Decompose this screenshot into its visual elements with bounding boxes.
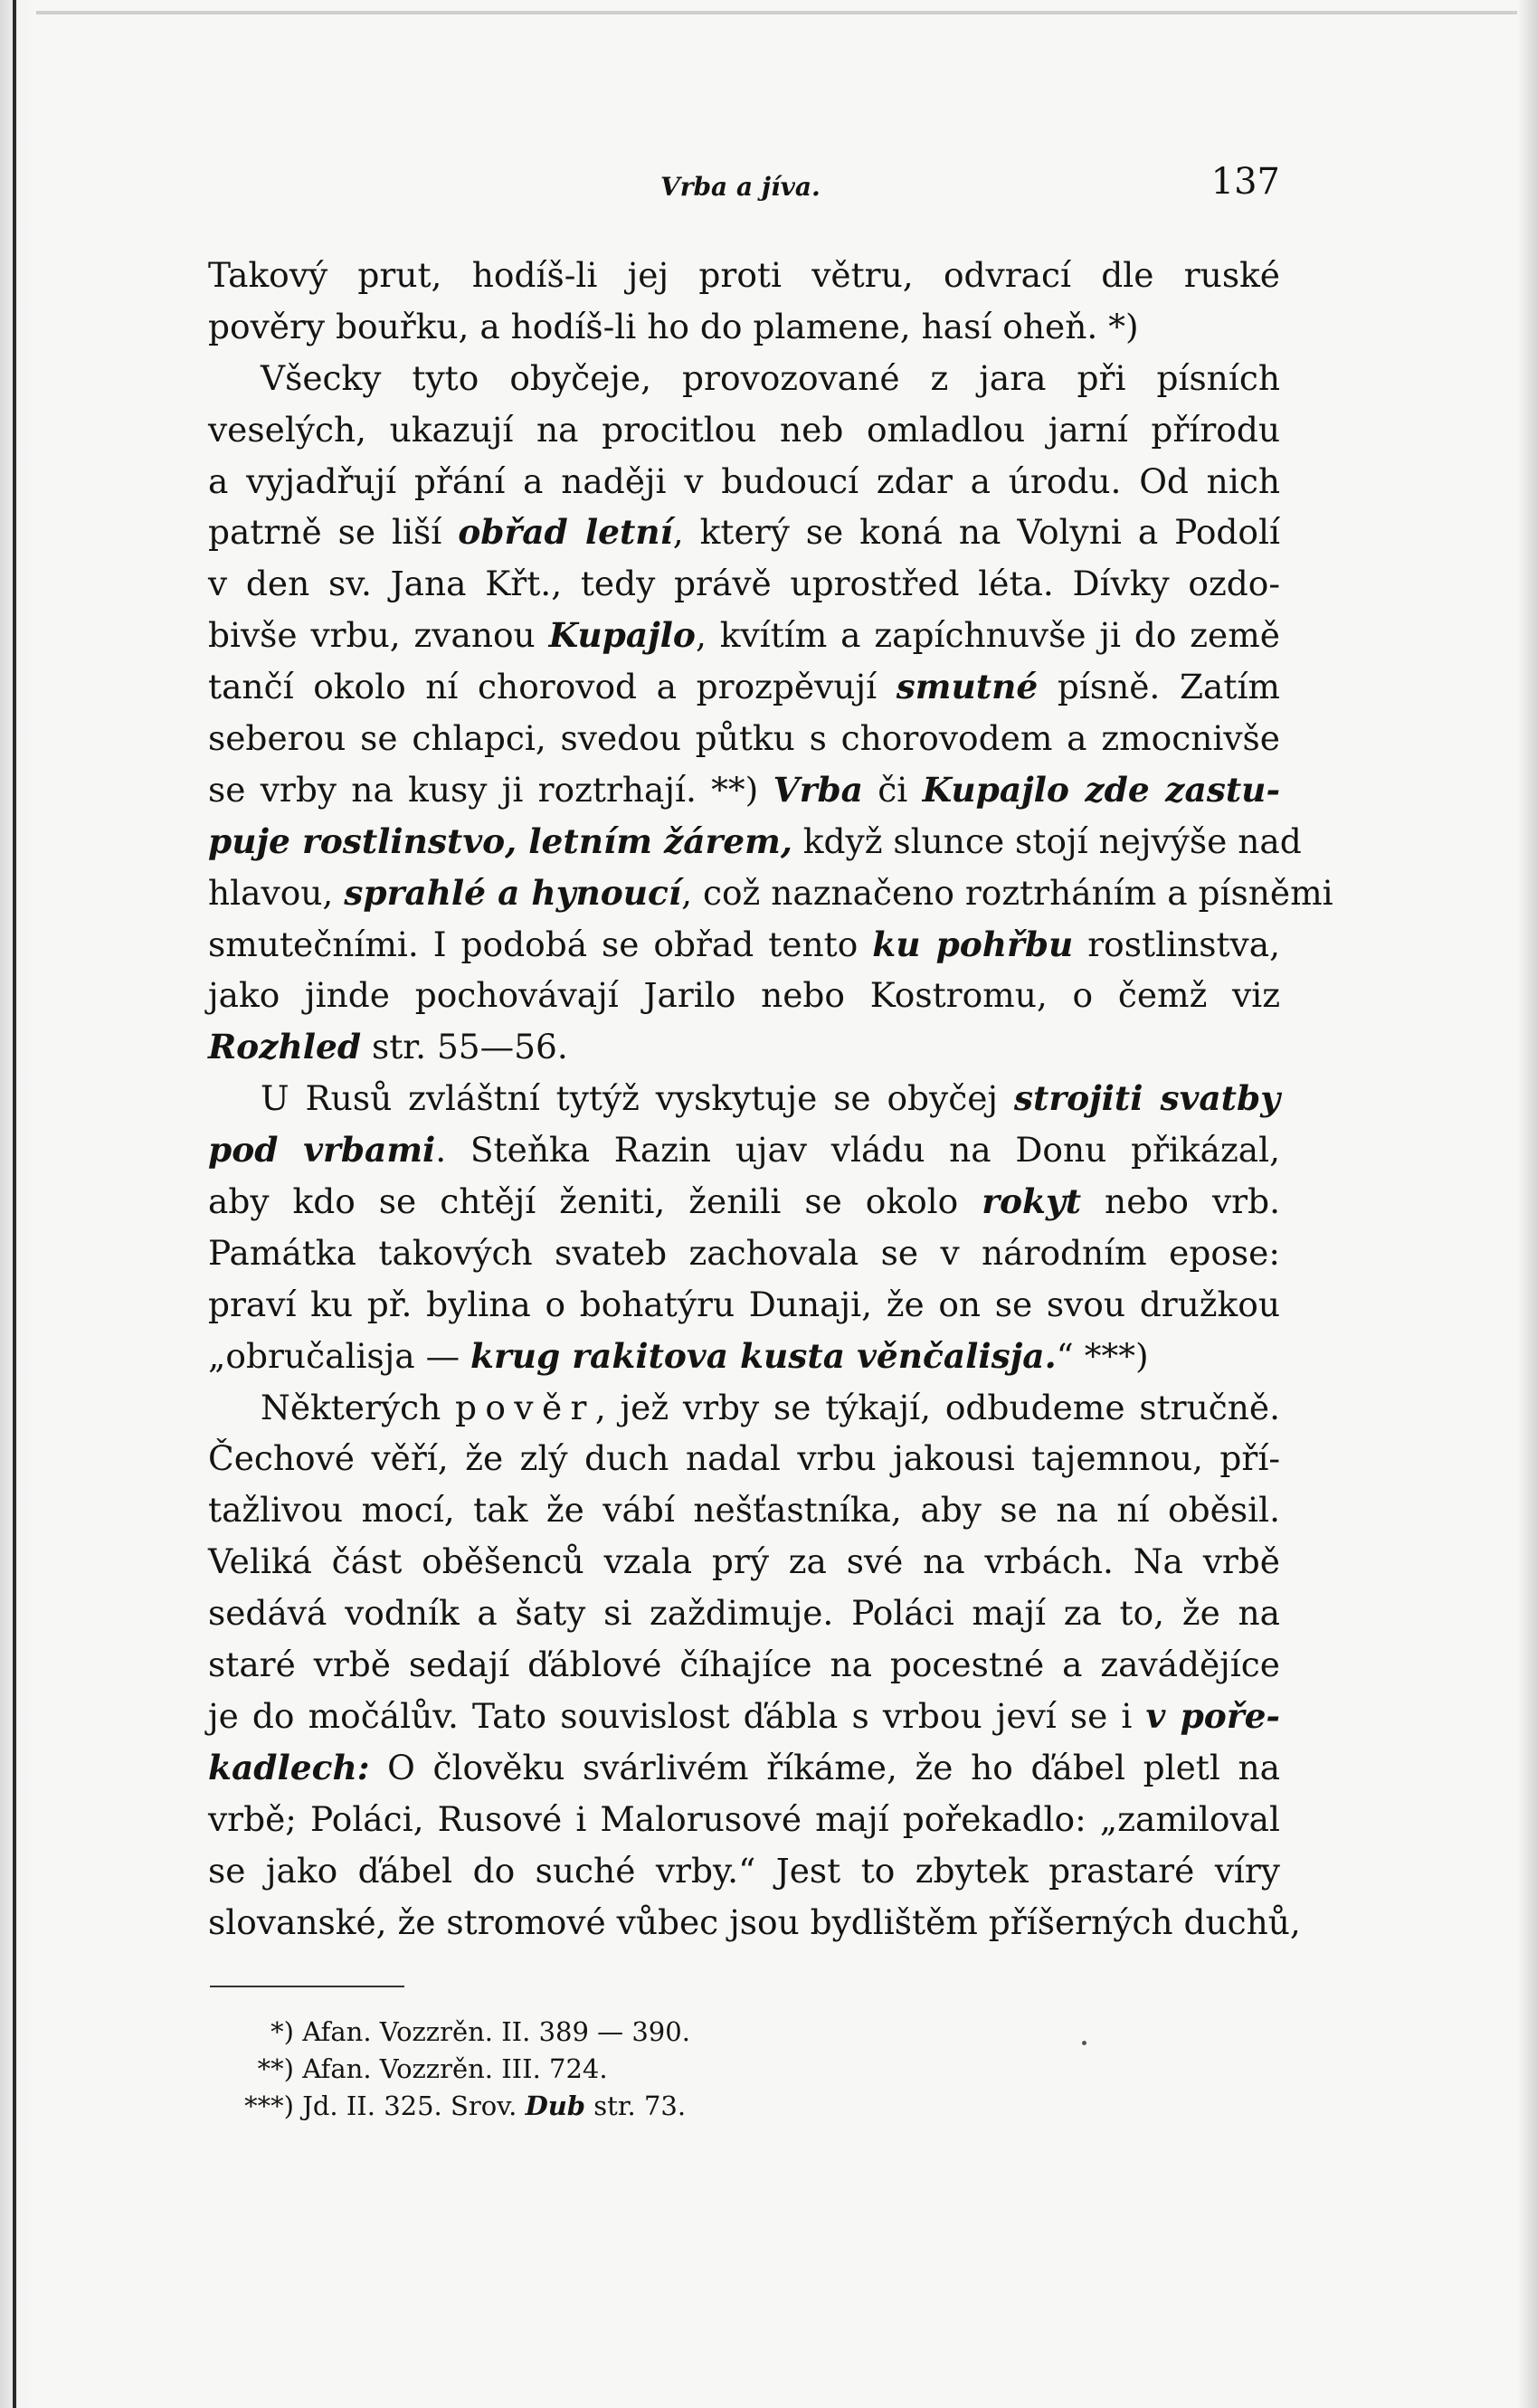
text-line: Rozhled str. 55—56.: [208, 1027, 568, 1067]
emphasis: Kupajlo zde zastu-: [922, 769, 1281, 810]
footnote-mark: **): [257, 2053, 294, 2084]
emphasis: kadlech:: [208, 1747, 370, 1787]
text-line: „obručalisja — krug rakitova kusta věnčalisja.“ ***): [208, 1335, 1149, 1376]
emphasis: sprahlé a hynoucí: [344, 872, 682, 913]
text-line: bivše vrbu, zvanou Kupajlo, kvítím a zapíchnuvše ji do země: [208, 615, 1280, 656]
running-title: Vrba a jíva.: [660, 172, 821, 202]
scan-edge-left: [0, 0, 36, 2408]
text-line: U Rusů zvláštní tytýž vyskytuje se obyčej strojiti svatby: [261, 1078, 1281, 1119]
footnote-rule: [210, 1986, 404, 1987]
emphasis: Dub: [525, 2090, 586, 2121]
body-text: [208, 250, 1333, 1948]
emphasis: obřad letní: [458, 512, 673, 553]
text-line: puje rostlinstvo, letním žárem, když slunce stojí nejvýše nad: [208, 820, 1302, 861]
text-line: Veliká část oběšenců vzala prý za své na vrbách. Na vrbě: [208, 1541, 1280, 1582]
text-line: pod vrbami. Steňka Razin ujav vládu na Donu přikázal,: [208, 1130, 1280, 1171]
footnote-mark: ***): [244, 2090, 294, 2121]
text-line: staré vrbě sedají ďáblové číhajíce na pocestné a zavádějíce: [208, 1645, 1280, 1685]
scan-binding-line: [13, 0, 16, 2408]
print-speck: [1082, 2041, 1086, 2045]
text-line: smutečními. I podobá se obřad tento ku pohřbu rostlinstva,: [208, 924, 1280, 964]
text-line: slovanské, že stromové vůbec jsou bydlištěm příšerných duchů,: [208, 1901, 1301, 1942]
text-line: aby kdo se chtějí ženiti, ženili se okolo rokyt nebo vrb.: [208, 1181, 1280, 1222]
footnote-text: Afan. Vozzrěn. II. 389 — 390.: [302, 2016, 690, 2047]
text-line: Všecky tyto obyčeje, provozované z jara při písních: [261, 357, 1280, 398]
emphasis: ku pohřbu: [872, 924, 1074, 964]
text-line: Některých pověr, jež vrby se týkají, odbudeme stručně.: [261, 1387, 1280, 1427]
text-line: jako jinde pochovávají Jarilo nebo Kostromu, o čemž viz: [208, 975, 1280, 1016]
page-number: 137: [1210, 161, 1280, 203]
footnote: [208, 2051, 932, 2088]
emphasis: rokyt: [982, 1181, 1082, 1222]
running-head: [208, 161, 1280, 215]
scan-top-edge: [36, 11, 1520, 14]
emphasis: smutné: [896, 667, 1039, 707]
emphasis: puje rostlinstvo, letním žárem,: [208, 820, 792, 861]
text-line: patrně se liší obřad letní, který se koná na Volyni a Podolí: [208, 512, 1280, 553]
text-line: tažlivou mocí, tak že vábí nešťastníka, aby se na ní oběsil.: [208, 1490, 1280, 1531]
text-line: sedává vodník a šaty si zaždimuje. Poláci mají za to, že na: [208, 1593, 1280, 1634]
text-line: kadlech: O člověku svárlivém říkáme, že ho ďábel pletl na: [208, 1747, 1280, 1787]
text-line: se jako ďábel do suché vrby.“ Jest to zbytek prastaré víry: [208, 1850, 1280, 1891]
footnote-text: str. 73.: [585, 2090, 687, 2121]
footnote-text: Jd. II. 325. Srov.: [302, 2090, 526, 2121]
footnote: [208, 2088, 932, 2125]
emphasis: v pořе-: [1145, 1695, 1280, 1736]
text-line: Takový prut, hodíš-li jej proti větru, odvrací dle ruské: [208, 255, 1280, 295]
text-line: vrbě; Poláci, Rusové i Malorusové mají pořekadlo: „zamiloval: [208, 1798, 1280, 1839]
text-line: je do močálův. Tato souvislost ďábla s vrbou jeví se i v pořе-: [208, 1695, 1280, 1736]
emphasis: strojiti svatby: [1013, 1078, 1281, 1119]
footnotes: [208, 2014, 932, 2125]
emphasis: pod vrbami: [208, 1130, 436, 1171]
text-line: a vyjadřují přání a naději v budoucí zdar a úrodu. Od nich: [208, 460, 1280, 501]
text-line: se vrby na kusy ji roztrhají. **) Vrba či Kupajlo zde zastu-: [208, 769, 1281, 810]
emphasis: Vrba: [773, 769, 863, 810]
text-line: seberou se chlapci, svedou půtku s chorovodem a zmocnivše: [208, 718, 1280, 759]
text-line: pověry bouřku, a hodíš-li ho do plamene, hasí oheň. *): [208, 306, 1139, 346]
text-line: hlavou, sprahlé a hynoucí, což naznačeno roztrháním a písněmi: [208, 872, 1333, 913]
footnote-text: Afan. Vozzrěn. III. 724.: [302, 2053, 608, 2084]
footnote-mark: *): [270, 2016, 294, 2047]
text-line: Čechové věří, že zlý duch nadal vrbu jakousi tajemnou, pří-: [208, 1438, 1280, 1479]
text-line: Památka takových svateb zachovala se v národním epose:: [208, 1232, 1280, 1273]
text-line: v den sv. Jana Křt., tedy právě uprostřed léta. Dívky ozdo-: [208, 564, 1280, 604]
footnote: [208, 2014, 932, 2051]
text-line: veselých, ukazují na procitlou neb omladlou jarní přírodu: [208, 409, 1280, 450]
emphasis: Kupajlo: [548, 615, 696, 656]
emphasis: Rozhled: [208, 1027, 362, 1067]
text-line: tančí okolo ní chorovod a prozpěvují smutné písně. Zatím: [208, 667, 1280, 707]
emphasis: krug rakitova kusta věnčalisja.: [470, 1335, 1057, 1376]
text-line: praví ku př. bylina o bohatýru Dunaji, že on se svou družkou: [208, 1284, 1280, 1324]
spaced-emphasis: pověr: [455, 1387, 595, 1427]
scan-edge-right: [1517, 0, 1537, 2408]
